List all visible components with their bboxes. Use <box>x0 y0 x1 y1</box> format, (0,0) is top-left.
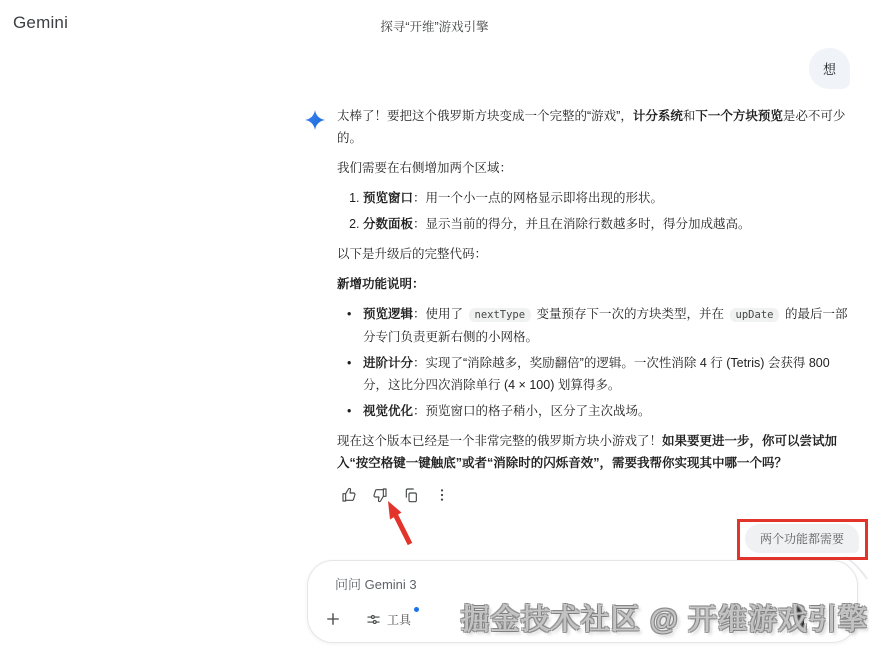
prompt-composer[interactable] <box>307 560 858 643</box>
message-paragraph: 现在这个版本已经是一个非常完整的俄罗斯方块小游戏了！如果要更进一步，你可以尝试加入“按空格键一键触底”或者“消除时的闪烁音效”，需要我帮你实现其中哪一个吗？ <box>337 434 838 470</box>
message-list-item: 2. 分数面板：显示当前的得分，并且在消除行数越多时，得分加成越高。 <box>363 213 852 235</box>
gemini-sparkle-icon <box>304 109 326 131</box>
mic-icon[interactable] <box>796 605 804 628</box>
inline-code: upDate <box>730 308 780 322</box>
more-options-button[interactable] <box>430 483 454 507</box>
copy-button[interactable] <box>399 483 423 507</box>
thumbs-down-button[interactable] <box>368 483 392 507</box>
message-list-item: • 进阶计分：实现了“消除越多，奖励翻倍”的逻辑。一次性消除 4 行 (Tetris) 会获得 800 分，这比分四次消除单行 (4 × 100) 划算得多。 <box>363 352 852 396</box>
user-message-bubble: 想 <box>809 48 850 89</box>
inline-code: nextType <box>469 308 532 322</box>
watermark: 掘金技术社区 @ 开维游戏引擎 <box>460 604 868 636</box>
message-paragraph: 我们需要在右侧增加两个区域： <box>337 161 513 175</box>
tools-label: 工具 <box>387 612 412 627</box>
tools-button[interactable] <box>360 607 417 632</box>
add-attachment-button[interactable] <box>320 606 346 632</box>
tools-notification-dot <box>414 607 419 612</box>
message-paragraph: 新增功能说明： <box>337 277 425 291</box>
suggestion-chip[interactable]: 两个功能都需要 <box>745 524 859 553</box>
message-action-bar <box>337 483 454 507</box>
message-list-item: 1. 预览窗口：用一个小一点的网格显示即将出现的形状。 <box>363 187 852 209</box>
prompt-input[interactable] <box>333 571 757 597</box>
message-paragraph: 太棒了！要把这个俄罗斯方块变成一个完整的“游戏”，计分系统和下一个方块预览是必不可少的。 <box>337 109 846 145</box>
message-list <box>337 303 852 422</box>
conversation-title: 探寻“开维”游戏引擎 <box>380 20 489 34</box>
gemini-logo[interactable]: Gemini <box>13 13 69 32</box>
message-list <box>337 187 852 235</box>
thumbs-up-button[interactable] <box>337 483 361 507</box>
message-list-item: • 视觉优化：预览窗口的格子稍小，区分了主次战场。 <box>363 400 852 422</box>
message-content <box>337 105 852 482</box>
tools-sliders-icon <box>366 612 381 627</box>
message-list-item: • 预览逻辑：使用了 nextType 变量预存下一次的方块类型，并在 upDate 的最后一部分专门负责更新右侧的小网格。 <box>363 303 852 348</box>
message-paragraph: 以下是升级后的完整代码： <box>337 247 488 261</box>
